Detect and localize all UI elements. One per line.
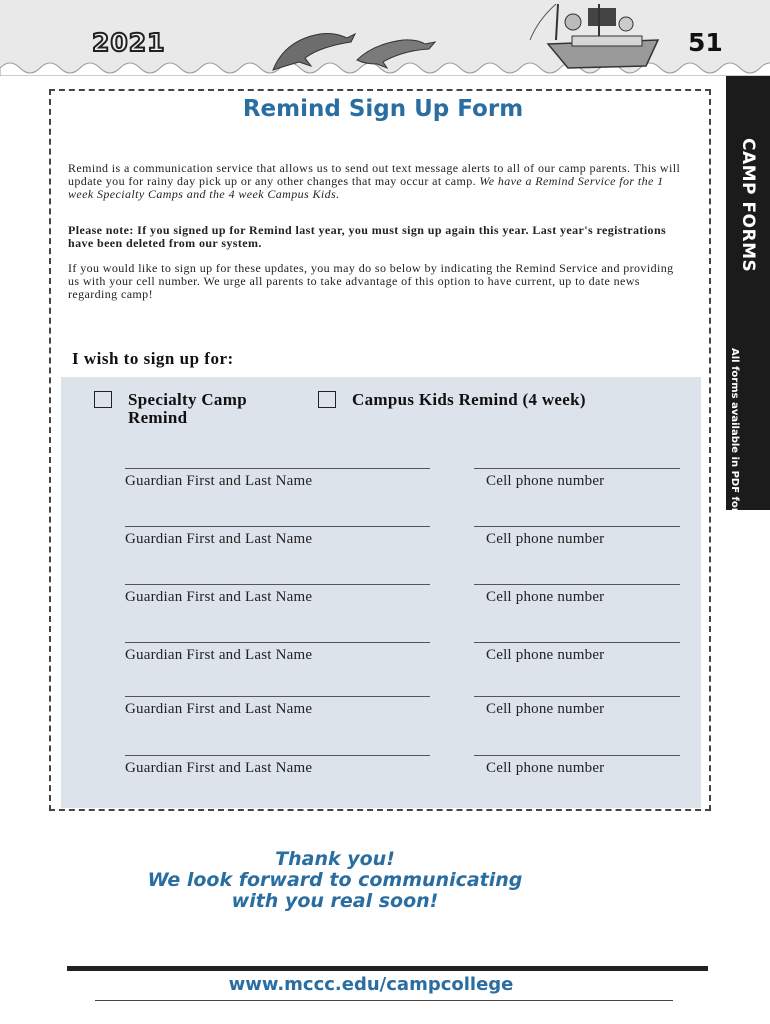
guardian-name-field[interactable] (125, 468, 430, 469)
cell-phone-field[interactable] (474, 696, 680, 697)
specialty-camp-label: Specialty Camp Remind (128, 390, 247, 427)
guardian-name-label: Guardian First and Last Name (125, 589, 313, 605)
guardian-row (0, 584, 770, 614)
footer-underline (95, 1000, 673, 1001)
thank-you-message (0, 849, 770, 912)
guardian-name-label: Guardian First and Last Name (125, 531, 313, 547)
thank-you-line-1: Thank you! (275, 848, 395, 870)
specialty-camp-option[interactable] (94, 391, 278, 427)
instructions-paragraph: If you would like to sign up for these updates, you may do so below by indicating the Remind Service and providing us with your cell number. We urge all parents to take advantage of this option to have current, up to date news regarding camp! (68, 261, 674, 301)
guardian-name-label: Guardian First and Last Name (125, 760, 313, 776)
guardian-row (0, 642, 770, 672)
guardian-row (0, 526, 770, 556)
guardian-name-field[interactable] (125, 526, 430, 527)
guardian-row (0, 696, 770, 726)
cell-phone-field[interactable] (474, 468, 680, 469)
cell-phone-label: Cell phone number (486, 531, 605, 547)
cell-phone-field[interactable] (474, 526, 680, 527)
website-link[interactable]: www.mccc.edu/campcollege (228, 974, 514, 995)
guardian-name-label: Guardian First and Last Name (125, 701, 313, 717)
thank-you-line-2: We look forward to communicating (147, 869, 523, 891)
camp-forms-side-tab (726, 76, 770, 626)
side-tab-subtitle: All forms available in PDF format on our website. (729, 348, 740, 626)
cell-phone-label: Cell phone number (486, 701, 605, 717)
intro-text: Remind is a communication service that allows us to send out text message alerts to all of our camp parents. This will update you for rainy day pick up or any other changes that may occur at camp. (68, 161, 681, 188)
cell-phone-label: Cell phone number (486, 647, 605, 663)
guardian-name-field[interactable] (125, 696, 430, 697)
guardian-row (0, 755, 770, 785)
cell-phone-label: Cell phone number (486, 589, 605, 605)
campus-kids-checkbox[interactable] (318, 391, 336, 408)
guardian-name-field[interactable] (125, 755, 430, 756)
fishing-boat-illustration (528, 0, 678, 72)
footer-divider (67, 966, 708, 971)
note-paragraph: Please note: If you signed up for Remind last year, you must sign up again this year. Last year's registrations have been deleted from our system. (68, 223, 667, 250)
guardian-name-field[interactable] (125, 584, 430, 585)
specialty-camp-checkbox[interactable] (94, 391, 112, 408)
guardian-name-field[interactable] (125, 642, 430, 643)
guardian-row (0, 468, 770, 498)
thank-you-line-3: with you real soon! (231, 890, 439, 912)
cell-phone-label: Cell phone number (486, 473, 605, 489)
year-label: 2021 (92, 28, 166, 57)
guardian-name-label: Guardian First and Last Name (125, 647, 313, 663)
intro-italic-text: We have a Remind Service for the 1 week Specialty Camps and the 4 week Campus Kids. (68, 174, 664, 201)
cell-phone-label: Cell phone number (486, 760, 605, 776)
guardian-name-label: Guardian First and Last Name (125, 473, 313, 489)
side-tab-title: CAMP FORMS (738, 138, 758, 273)
wish-label: I wish to sign up for: (72, 349, 234, 368)
dolphins-illustration (265, 22, 445, 76)
page-number: 51 (688, 28, 723, 57)
cell-phone-field[interactable] (474, 584, 680, 585)
campus-kids-option[interactable] (318, 391, 586, 409)
form-title: Remind Sign Up Form (242, 96, 524, 122)
campus-kids-label: Campus Kids Remind (4 week) (352, 390, 586, 409)
cell-phone-field[interactable] (474, 755, 680, 756)
intro-paragraph (68, 162, 683, 201)
page-header (0, 0, 770, 76)
cell-phone-field[interactable] (474, 642, 680, 643)
